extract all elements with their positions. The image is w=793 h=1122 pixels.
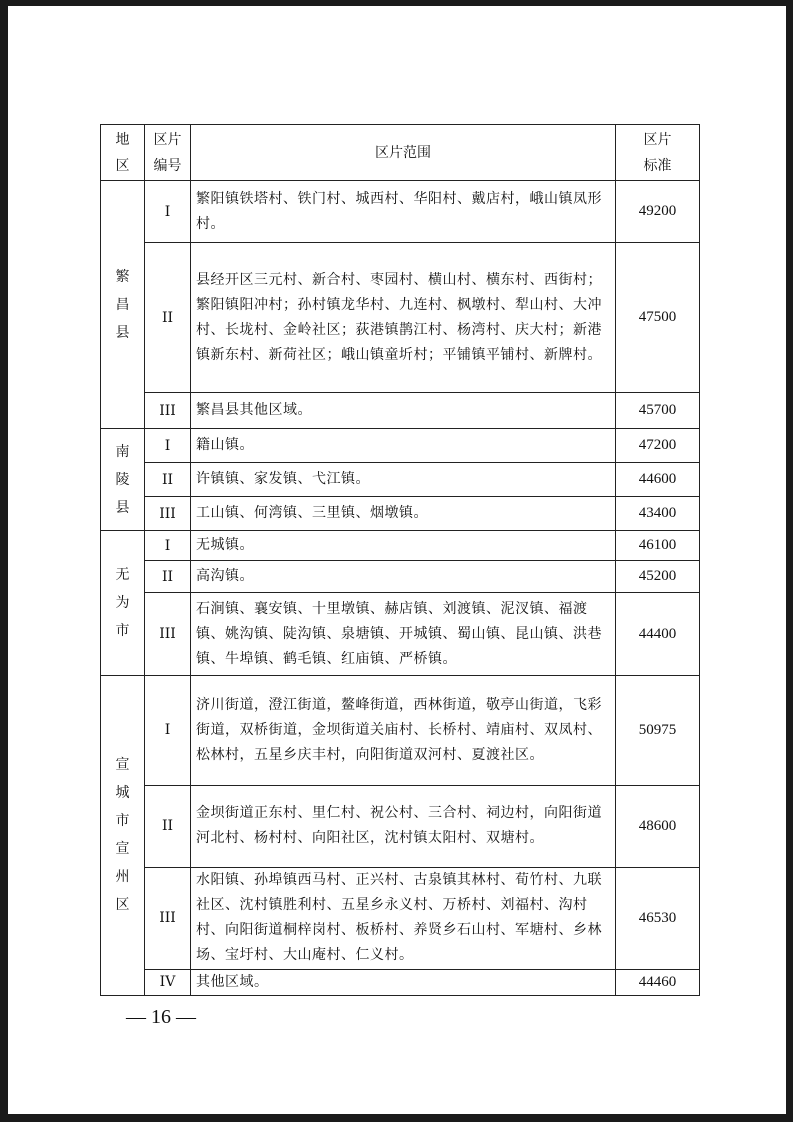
- table-row: [101, 463, 700, 497]
- zone-range-cell: 水阳镇、孙埠镇西马村、正兴村、古泉镇其林村、荀竹村、九联社区、沈村镇胜利村、五星乡永义村、万桥村、刘福村、沟村村、向阳街道桐梓岗村、板桥村、养贤乡石山村、军塘村、乡林场、宝圩村、大山庵村、仁义村。: [191, 867, 616, 969]
- header-zone-no: 区片编号: [145, 125, 191, 181]
- header-range: 区片范围: [191, 125, 616, 181]
- zone-no-cell: III: [145, 393, 191, 429]
- table-row: [101, 785, 700, 867]
- zone-range-cell: 籍山镇。: [191, 429, 616, 463]
- table-row: [101, 593, 700, 675]
- document-page: [8, 6, 786, 1114]
- zone-no-cell: I: [145, 531, 191, 561]
- table-row: [101, 675, 700, 785]
- land-zone-price-table: [100, 124, 700, 996]
- zone-range-cell: 金坝街道正东村、里仁村、祝公村、三合村、祠边村，向阳街道河北村、杨村村、向阳社区，沈村镇太阳村、双塘村。: [191, 785, 616, 867]
- zone-range-cell: 繁阳镇铁塔村、铁门村、城西村、华阳村、戴店村，峨山镇凤形村。: [191, 181, 616, 243]
- table-row: [101, 497, 700, 531]
- header-standard: 区片标准: [616, 125, 700, 181]
- region-cell-nanling: 南陵县: [101, 429, 145, 531]
- zone-standard-cell: 45200: [616, 561, 700, 593]
- page-number: — 16 —: [126, 1006, 196, 1028]
- zone-no-cell: II: [145, 785, 191, 867]
- zone-no-cell: I: [145, 429, 191, 463]
- zone-no-cell: II: [145, 463, 191, 497]
- zone-range-cell: 无城镇。: [191, 531, 616, 561]
- table-row: [101, 429, 700, 463]
- zone-standard-cell: 43400: [616, 497, 700, 531]
- zone-no-cell: III: [145, 867, 191, 969]
- zone-standard-cell: 48600: [616, 785, 700, 867]
- region-cell-fanchang: 繁昌县: [101, 181, 145, 429]
- zone-no-cell: I: [145, 181, 191, 243]
- zone-standard-cell: 47200: [616, 429, 700, 463]
- zone-range-cell: 繁昌县其他区域。: [191, 393, 616, 429]
- zone-standard-cell: 44460: [616, 969, 700, 995]
- region-cell-wuwei: 无为市: [101, 531, 145, 675]
- table-row: [101, 393, 700, 429]
- zone-standard-cell: 44400: [616, 593, 700, 675]
- zone-range-cell: 工山镇、何湾镇、三里镇、烟墩镇。: [191, 497, 616, 531]
- zone-standard-cell: 45700: [616, 393, 700, 429]
- zone-range-cell: 许镇镇、家发镇、弋江镇。: [191, 463, 616, 497]
- zone-no-cell: I: [145, 675, 191, 785]
- zone-no-cell: IV: [145, 969, 191, 995]
- zone-range-cell: 高沟镇。: [191, 561, 616, 593]
- table-row: [101, 531, 700, 561]
- table-row: [101, 243, 700, 393]
- table-row: [101, 867, 700, 969]
- table-row: [101, 181, 700, 243]
- zone-range-cell: 石涧镇、襄安镇、十里墩镇、赫店镇、刘渡镇、泥汊镇、福渡镇、姚沟镇、陡沟镇、泉塘镇、开城镇、蜀山镇、昆山镇、洪巷镇、牛埠镇、鹤毛镇、红庙镇、严桥镇。: [191, 593, 616, 675]
- zone-range-cell: 县经开区三元村、新合村、枣园村、横山村、横东村、西街村；繁阳镇阳冲村；孙村镇龙华村、九连村、枫墩村、犁山村、大冲村、长垅村、金岭社区；荻港镇鹊江村、杨湾村、庆大村；新港镇新东村、新荷社区；峨山镇童圻村；平铺镇平铺村、新牌村。: [191, 243, 616, 393]
- zone-no-cell: II: [145, 243, 191, 393]
- table-row: [101, 561, 700, 593]
- zone-range-cell: 济川街道，澄江街道，鳌峰街道，西林街道，敬亭山街道，飞彩街道，双桥街道，金坝街道关庙村、长桥村、靖庙村、双凤村、松林村，五星乡庆丰村，向阳街道双河村、夏渡社区。: [191, 675, 616, 785]
- zone-standard-cell: 44600: [616, 463, 700, 497]
- zone-standard-cell: 49200: [616, 181, 700, 243]
- header-area: 地区: [101, 125, 145, 181]
- zone-range-cell: 其他区域。: [191, 969, 616, 995]
- region-cell-xuanzhou: 宣城市宣州区: [101, 675, 145, 995]
- table-header-row: [101, 125, 700, 181]
- zone-no-cell: III: [145, 593, 191, 675]
- zone-standard-cell: 50975: [616, 675, 700, 785]
- zone-standard-cell: 46530: [616, 867, 700, 969]
- zone-standard-cell: 47500: [616, 243, 700, 393]
- zone-standard-cell: 46100: [616, 531, 700, 561]
- table-row: [101, 969, 700, 995]
- zone-no-cell: II: [145, 561, 191, 593]
- zone-no-cell: III: [145, 497, 191, 531]
